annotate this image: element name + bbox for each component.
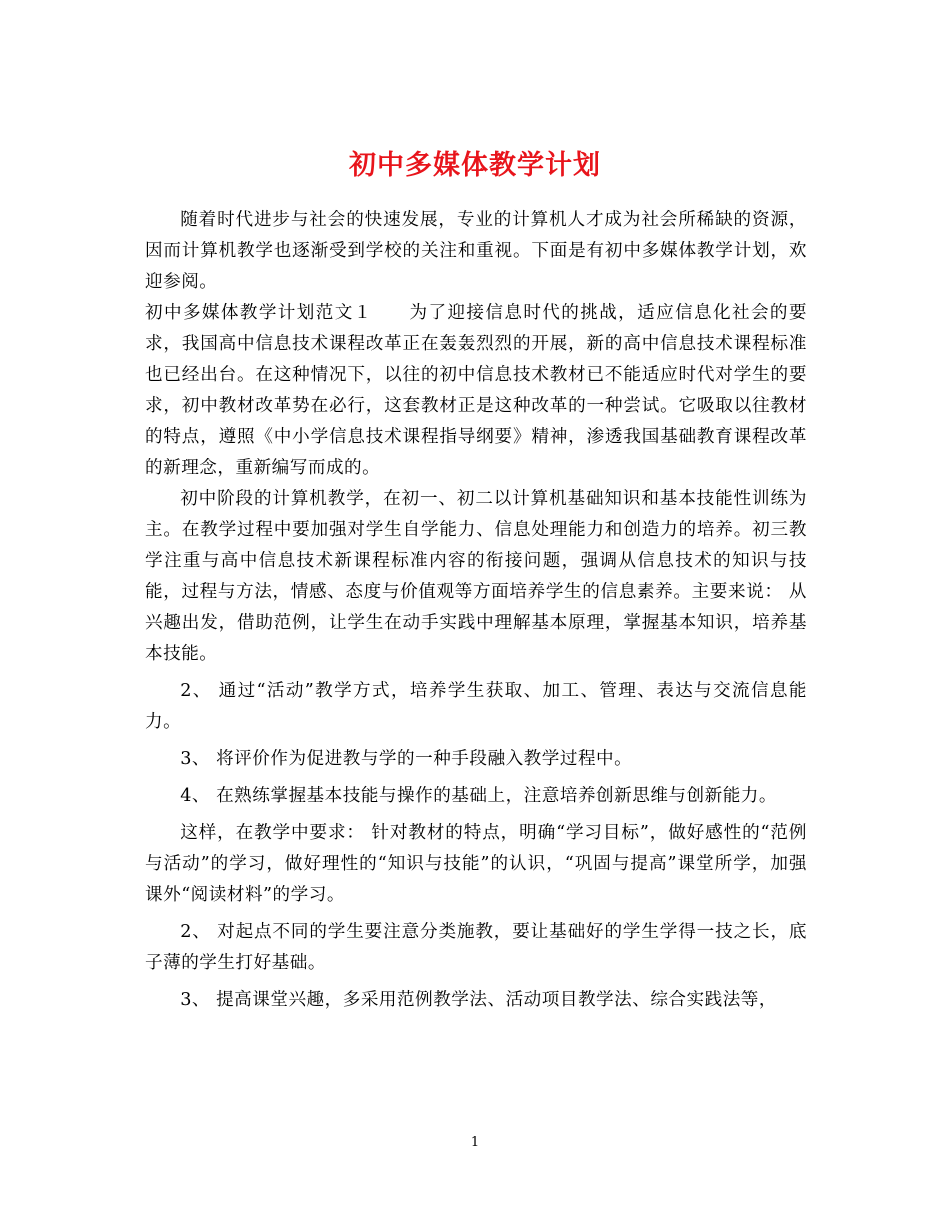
list-item-3b: 3、 提高课堂兴趣，多采用范例教学法、活动项目教学法、综合实践法等，: [180, 990, 777, 1010]
page-number: 1: [470, 1135, 480, 1150]
list-item-2b: 2、 对起点不同的学生要注意分类施教，要让基础好的学生学得一技之长，底子薄的学生打好基础。: [145, 922, 807, 973]
list-item-4a: 4、 在熟练掌握基本技能与操作的基础上，注意培养创新思维与创新能力。: [180, 786, 777, 806]
paragraph-intro: 随着时代进步与社会的快速发展，专业的计算机人才成为社会所稀缺的资源，因而计算机教学也逐渐受到学校的关注和重视。下面是有初中多媒体教学计划，欢迎参阅。: [145, 210, 807, 292]
sample-text: 为了迎接信息时代的挑战，适应信息化社会的要求，我国高中信息技术课程改革正在轰轰烈烈的开展，新的高中信息技术课程标准也已经出台。在这种情况下，以往的初中信息技术教材已不能适应时代对学生的要求，初中教材改革势在必行，这套教材正是这种改革的一种尝试。它吸取以往教材的特点，遵照《中小学信息技术课程指导纲要》精神，渗透我国基础教育课程改革的新理念，重新编写而成的。: [145, 303, 807, 478]
paragraph-stage: 初中阶段的计算机教学，在初一、初二以计算机基础知识和基本技能性训练为主。在教学过程中要加强对学生自学能力、信息处理能力和创造力的培养。初三教学注重与高中信息技术新课程标准内容的衔接问题，强调从信息技术的知识与技能，过程与方法，情感、态度与价值观等方面培养学生的信息素养。主要来说： 从兴趣出发，借助范例，让学生在动手实践中理解基本原理，掌握基本知识，培养基本技能。: [145, 489, 807, 664]
paragraph-sample: [145, 298, 807, 484]
sample-label: 初中多媒体教学计划范文１: [145, 303, 373, 323]
document-title: 初中多媒体教学计划: [349, 150, 601, 182]
paragraph-requirements: 这样，在教学中要求： 针对教材的特点，明确“学习目标”，做好感性的“范例与活动”的学习，做好理性的“知识与技能”的认识，“巩固与提高”课堂所学，加强课外“阅读材料”的学习。: [145, 823, 807, 905]
list-item-3a: 3、 将评价作为促进教与学的一种手段融入教学过程中。: [180, 749, 633, 769]
document-body: [145, 205, 807, 1016]
list-item-2a: 2、 通过“活动”教学方式，培养学生获取、加工、管理、表达与交流信息能力。: [145, 681, 807, 732]
